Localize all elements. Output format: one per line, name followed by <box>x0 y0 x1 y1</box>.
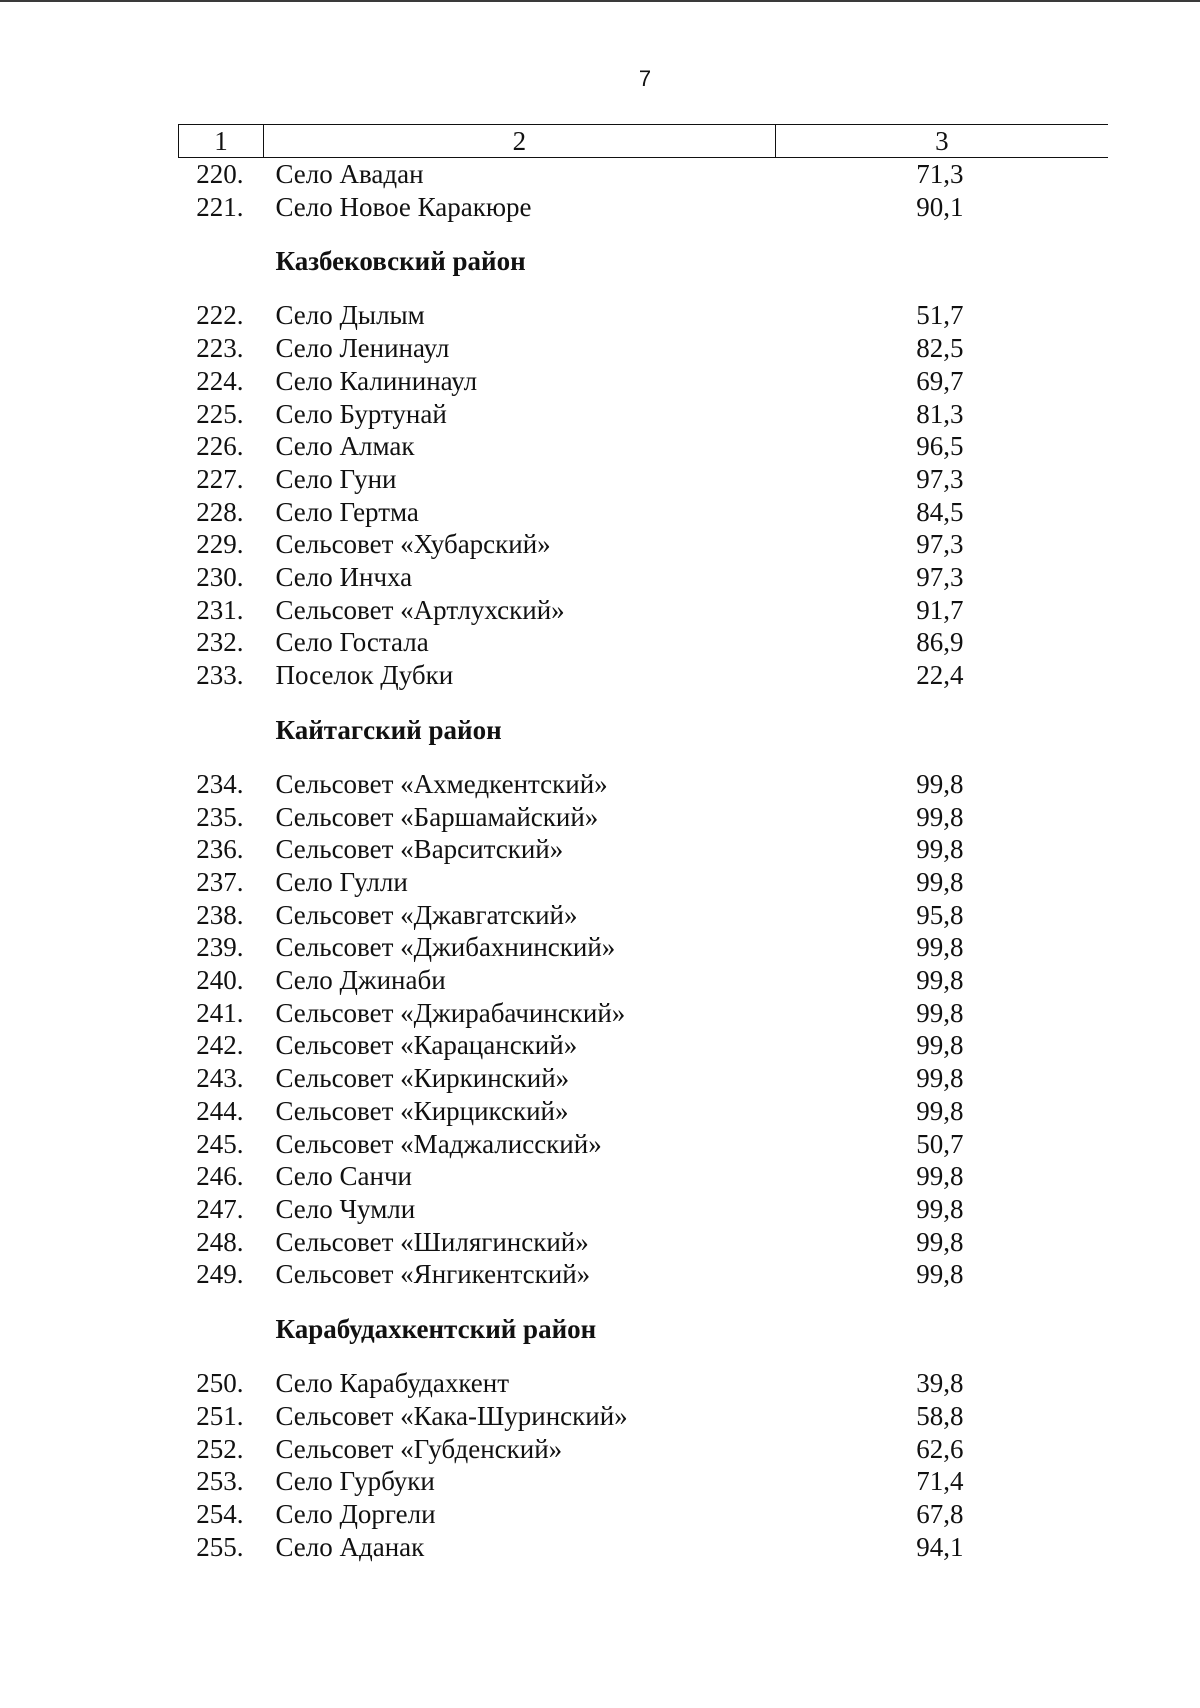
settlement-name: Сельсовет «Джавгатский» <box>275 899 578 930</box>
row-number: 220. <box>196 159 244 189</box>
row-number: 228. <box>196 496 244 527</box>
row-number: 230. <box>196 562 244 593</box>
row-number: 240. <box>196 965 244 996</box>
settlement-name: Село Буртунай <box>275 398 447 429</box>
row-value: 99,8 <box>916 1193 964 1224</box>
settlement-name: Сельсовет «Маджалисский» <box>275 1128 602 1159</box>
row-number: 234. <box>196 768 244 799</box>
row-number: 229. <box>196 529 244 560</box>
row-value: 91,7 <box>916 594 964 625</box>
row-number: 239. <box>196 932 244 963</box>
table-row <box>179 1029 1109 1062</box>
settlement-name: Село Гостала <box>275 627 429 658</box>
row-number: 243. <box>196 1063 244 1094</box>
row-value: 97,3 <box>916 529 964 560</box>
table-row <box>179 1498 1109 1531</box>
table-row <box>179 1433 1109 1466</box>
row-number: 252. <box>196 1433 244 1464</box>
row-number: 244. <box>196 1095 244 1126</box>
row-number: 236. <box>196 834 244 865</box>
row-value: 81,3 <box>916 398 964 429</box>
row-value: 69,7 <box>916 365 964 396</box>
table-row <box>179 332 1109 365</box>
district-heading: Кайтагский район <box>275 714 502 745</box>
table-row <box>179 1193 1109 1226</box>
district-heading: Казбековский район <box>275 246 526 277</box>
row-number: 246. <box>196 1161 244 1192</box>
column-header-2: 2 <box>263 125 775 158</box>
settlement-name: Сельсовет «Баршамайский» <box>275 801 599 832</box>
row-value: 90,1 <box>916 191 964 222</box>
row-number: 238. <box>196 899 244 930</box>
table-row <box>179 659 1109 692</box>
row-number: 247. <box>196 1193 244 1224</box>
settlement-name: Село Гуни <box>275 463 397 494</box>
column-header-1: 1 <box>179 125 264 158</box>
row-number: 241. <box>196 997 244 1028</box>
table-row <box>179 1128 1109 1161</box>
spacer-row <box>179 278 1109 299</box>
row-value: 94,1 <box>916 1531 964 1562</box>
settlement-name: Село Калининаул <box>275 365 478 396</box>
settlement-name: Село Санчи <box>275 1161 412 1192</box>
row-number: 232. <box>196 627 244 658</box>
settlement-name: Село Новое Каракюре <box>275 191 532 222</box>
spacer-row <box>179 747 1109 768</box>
table-row <box>179 1258 1109 1291</box>
row-number: 251. <box>196 1400 244 1431</box>
settlement-name: Сельсовет «Варситский» <box>275 834 564 865</box>
row-value: 99,8 <box>916 1030 964 1061</box>
table-row <box>179 158 1109 191</box>
table-row <box>179 1531 1109 1564</box>
table-row <box>179 1367 1109 1400</box>
row-value: 99,8 <box>916 801 964 832</box>
table-row <box>179 1226 1109 1259</box>
row-value: 58,8 <box>916 1400 964 1431</box>
data-table <box>178 124 1108 1563</box>
row-value: 99,8 <box>916 834 964 865</box>
row-value: 95,8 <box>916 899 964 930</box>
table-header <box>179 125 1109 158</box>
row-value: 99,8 <box>916 965 964 996</box>
settlement-name: Сельсовет «Кирцикский» <box>275 1095 569 1126</box>
row-value: 96,5 <box>916 431 964 462</box>
settlement-name: Село Гертма <box>275 496 419 527</box>
settlement-name: Сельсовет «Киркинский» <box>275 1063 570 1094</box>
row-value: 99,8 <box>916 1161 964 1192</box>
table-row <box>179 1062 1109 1095</box>
row-value: 82,5 <box>916 333 964 364</box>
table-row <box>179 398 1109 431</box>
table-row <box>179 1400 1109 1433</box>
settlement-name: Сельсовет «Янгикентский» <box>275 1259 591 1290</box>
spacer-row <box>179 1346 1109 1367</box>
row-value: 67,8 <box>916 1498 964 1529</box>
row-value: 71,4 <box>916 1466 964 1497</box>
row-value: 62,6 <box>916 1433 964 1464</box>
table-row <box>179 1160 1109 1193</box>
table-row <box>179 964 1109 997</box>
row-number: 248. <box>196 1226 244 1257</box>
settlement-name: Село Инчха <box>275 562 413 593</box>
row-number: 245. <box>196 1128 244 1159</box>
district-heading-row <box>179 713 1109 747</box>
row-value: 99,8 <box>916 768 964 799</box>
settlement-name: Сельсовет «Хубарский» <box>275 529 551 560</box>
settlement-name: Сельсовет «Шилягинский» <box>275 1226 589 1257</box>
table-row <box>179 931 1109 964</box>
row-value: 39,8 <box>916 1368 964 1399</box>
row-number: 233. <box>196 660 244 691</box>
row-value: 86,9 <box>916 627 964 658</box>
settlement-name: Село Гулли <box>275 866 408 897</box>
table-row <box>179 496 1109 529</box>
table-row <box>179 561 1109 594</box>
row-value: 51,7 <box>916 300 964 331</box>
row-number: 226. <box>196 431 244 462</box>
row-value: 84,5 <box>916 496 964 527</box>
page-number: 7 <box>638 66 652 91</box>
row-value: 99,8 <box>916 1095 964 1126</box>
row-value: 99,8 <box>916 932 964 963</box>
settlement-name: Село Гурбуки <box>275 1466 435 1497</box>
table-row <box>179 1465 1109 1498</box>
settlement-name: Село Авадан <box>275 159 424 189</box>
column-header-3: 3 <box>775 125 1108 158</box>
district-heading-row <box>179 1312 1109 1346</box>
table-row <box>179 430 1109 463</box>
row-number: 221. <box>196 191 244 222</box>
spacer-row <box>179 692 1109 713</box>
table-row <box>179 191 1109 224</box>
row-value: 97,3 <box>916 463 964 494</box>
row-value: 99,8 <box>916 1063 964 1094</box>
row-number: 222. <box>196 300 244 331</box>
settlement-name: Село Карабудахкент <box>275 1368 510 1399</box>
row-number: 224. <box>196 365 244 396</box>
table-row <box>179 768 1109 801</box>
district-heading: Карабудахкентский район <box>275 1314 597 1345</box>
row-value: 97,3 <box>916 562 964 593</box>
table-row <box>179 801 1109 834</box>
settlement-name: Село Дылым <box>275 300 425 331</box>
row-value: 99,8 <box>916 1259 964 1290</box>
settlement-name: Сельсовет «Губденский» <box>275 1433 563 1464</box>
table-row <box>179 997 1109 1030</box>
settlement-name: Село Аданак <box>275 1531 425 1562</box>
table-row <box>179 626 1109 659</box>
settlement-name: Село Ленинаул <box>275 333 450 364</box>
settlement-name: Сельсовет «Артлухский» <box>275 594 565 625</box>
table-row <box>179 833 1109 866</box>
table-row <box>179 299 1109 332</box>
spacer-row <box>179 1291 1109 1312</box>
row-number: 253. <box>196 1466 244 1497</box>
row-value: 99,8 <box>916 1226 964 1257</box>
settlement-name: Сельсовет «Карацанский» <box>275 1030 578 1061</box>
settlement-name: Сельсовет «Ахмедкентский» <box>275 768 608 799</box>
table-row <box>179 866 1109 899</box>
settlement-name: Село Доргели <box>275 1498 436 1529</box>
row-number: 223. <box>196 333 244 364</box>
settlement-name: Село Чумли <box>275 1193 416 1224</box>
row-number: 249. <box>196 1259 244 1290</box>
row-number: 242. <box>196 1030 244 1061</box>
row-value: 50,7 <box>916 1128 964 1159</box>
table-row <box>179 463 1109 496</box>
row-number: 227. <box>196 463 244 494</box>
row-number: 237. <box>196 866 244 897</box>
page-top-edge <box>0 0 1200 2</box>
district-heading-row <box>179 244 1109 278</box>
table-row <box>179 528 1109 561</box>
row-value: 22,4 <box>916 660 964 691</box>
table-row <box>179 899 1109 932</box>
settlement-name: Сельсовет «Джибахнинский» <box>275 932 616 963</box>
row-number: 254. <box>196 1498 244 1529</box>
settlement-name: Село Алмак <box>275 431 415 462</box>
table-row <box>179 365 1109 398</box>
row-number: 225. <box>196 398 244 429</box>
spacer-row <box>179 223 1109 244</box>
table-row <box>179 1095 1109 1128</box>
row-value: 99,8 <box>916 866 964 897</box>
table-body <box>179 158 1109 1564</box>
settlement-name: Сельсовет «Джирабачинский» <box>275 997 626 1028</box>
row-number: 255. <box>196 1531 244 1562</box>
row-value: 71,3 <box>916 159 964 189</box>
settlement-name: Сельсовет «Кака-Шуринский» <box>275 1400 628 1431</box>
settlement-name: Село Джинаби <box>275 965 446 996</box>
settlement-name: Поселок Дубки <box>275 660 454 691</box>
row-value: 99,8 <box>916 997 964 1028</box>
table-row <box>179 594 1109 627</box>
row-number: 231. <box>196 594 244 625</box>
row-number: 250. <box>196 1368 244 1399</box>
row-number: 235. <box>196 801 244 832</box>
